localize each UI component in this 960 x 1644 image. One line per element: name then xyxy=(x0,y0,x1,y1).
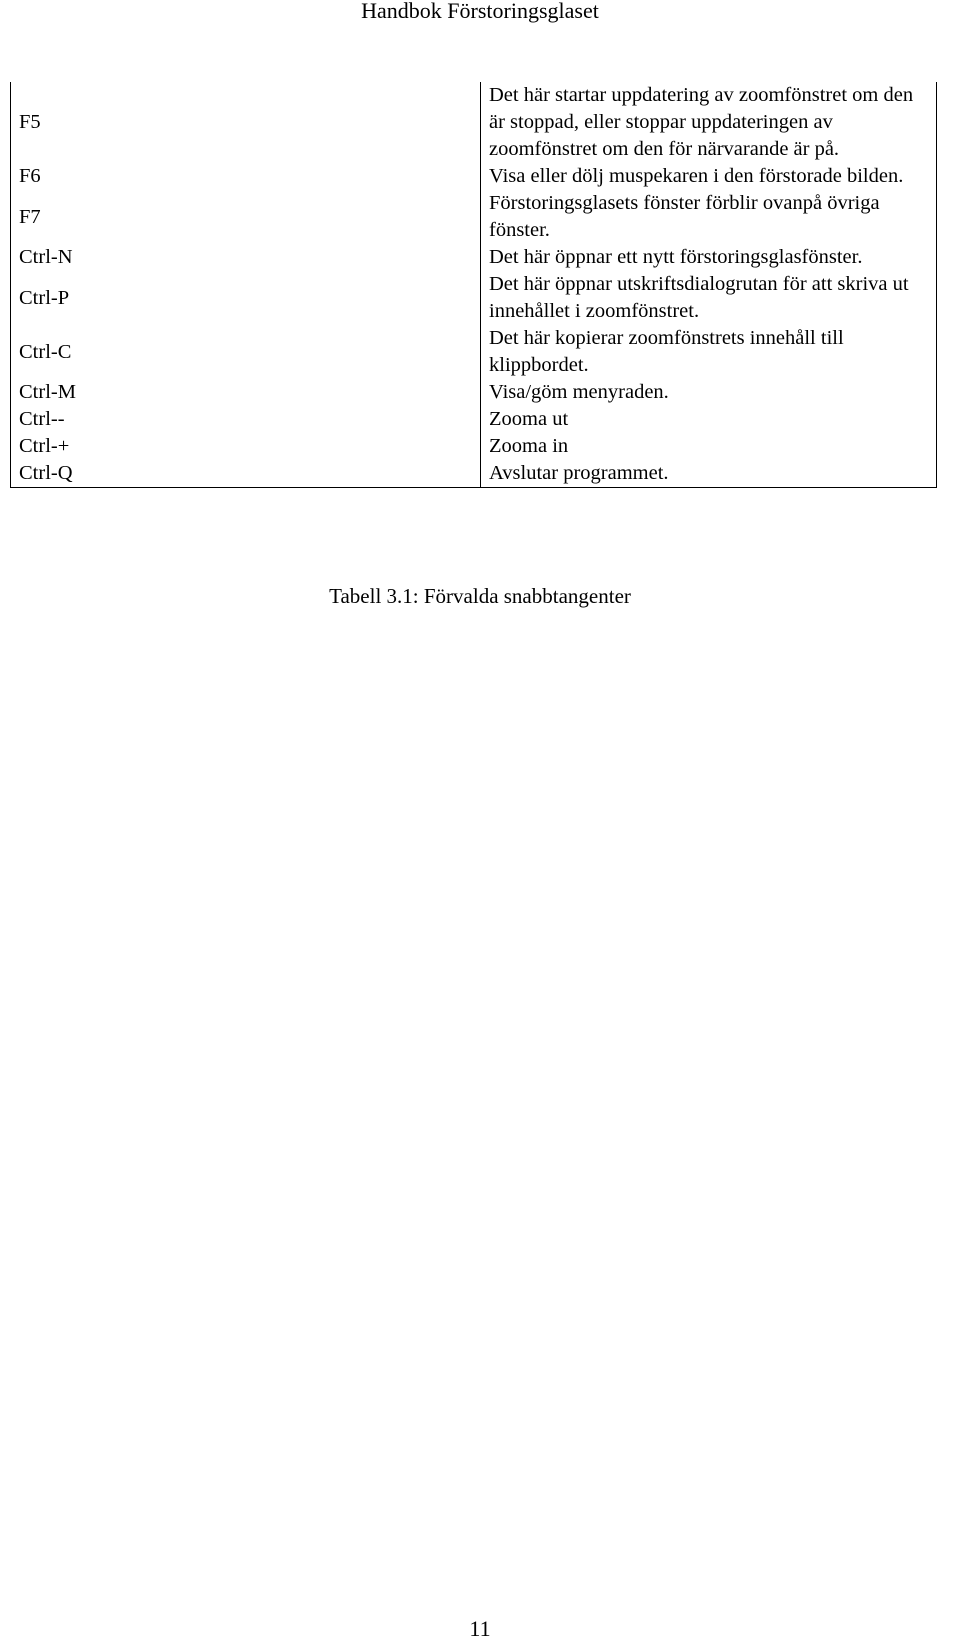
shortcut-key: Ctrl-N xyxy=(11,244,481,271)
shortcut-key: Ctrl-M xyxy=(11,379,481,406)
table-row xyxy=(11,379,937,406)
shortcut-description: Zooma ut xyxy=(481,406,937,433)
table-row xyxy=(11,244,937,271)
page-header: Handbok Förstoringsglaset xyxy=(361,0,599,23)
page-number: 11 xyxy=(469,1616,491,1641)
shortcut-key: Ctrl-P xyxy=(11,271,481,325)
shortcut-key: F7 xyxy=(11,190,481,244)
table-row xyxy=(11,82,937,163)
shortcut-key: F5 xyxy=(11,82,481,163)
shortcut-description: Det här kopierar zoomfönstrets innehåll till klippbordet. xyxy=(481,325,937,379)
shortcut-description: Förstoringsglasets fönster förblir ovanpå övriga fönster. xyxy=(481,190,937,244)
shortcut-table xyxy=(10,82,937,488)
table-row xyxy=(11,433,937,460)
shortcut-key: Ctrl-- xyxy=(11,406,481,433)
shortcut-description: Det här startar uppdatering av zoomfönstret om den är stoppad, eller stoppar uppdateringen av zoomfönstret om den för närvarande är på. xyxy=(481,82,937,163)
table-row xyxy=(11,190,937,244)
shortcut-description: Zooma in xyxy=(481,433,937,460)
shortcut-description: Visa/göm menyraden. xyxy=(481,379,937,406)
table-row xyxy=(11,271,937,325)
shortcut-description: Det här öppnar ett nytt förstoringsglasfönster. xyxy=(481,244,937,271)
shortcut-description: Det här öppnar utskriftsdialogrutan för att skriva ut innehållet i zoomfönstret. xyxy=(481,271,937,325)
shortcut-key: Ctrl-+ xyxy=(11,433,481,460)
table-row xyxy=(11,325,937,379)
table-row xyxy=(11,163,937,190)
shortcut-key: F6 xyxy=(11,163,481,190)
shortcut-description: Visa eller dölj muspekaren i den förstorade bilden. xyxy=(481,163,937,190)
table-caption: Tabell 3.1: Förvalda snabbtangenter xyxy=(329,584,631,608)
shortcut-key: Ctrl-Q xyxy=(11,460,481,488)
shortcut-key: Ctrl-C xyxy=(11,325,481,379)
table-row xyxy=(11,406,937,433)
table-row xyxy=(11,460,937,488)
shortcut-description: Avslutar programmet. xyxy=(481,460,937,488)
